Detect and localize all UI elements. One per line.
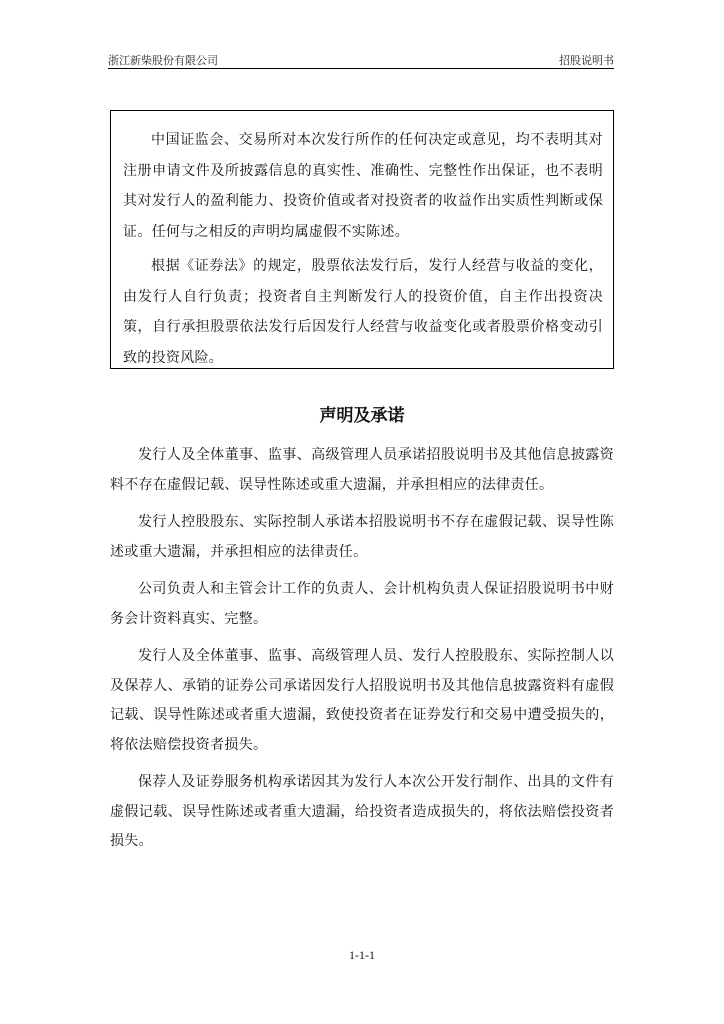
declaration-paragraph: 发行人及全体董事、监事、高级管理人员、发行人控股股东、实际控制人以及保荐人、承销的证券公司承诺因发行人招股说明书及其他信息披露资料有虚假记载、误导性陈述或者重大遗漏，致使投资者在证券发行和交易中遭受损失的，将依法赔偿投资者损失。 [110, 648, 614, 753]
declaration-paragraph: 公司负责人和主管会计工作的负责人、会计机构负责人保证招股说明书中财务会计资料真实、完整。 [110, 581, 614, 627]
notice-paragraph: 根据《证券法》的规定，股票依法发行后，发行人经营与收益的变化，由发行人自行负责；投资者自主判断发行人的投资价值，自主作出投资决策，自行承担股票依法发行后因发行人经营与收益变化或者股票价格变动引致的投资风险。 [123, 258, 603, 366]
header-document-type: 招股说明书 [559, 54, 614, 67]
page-number: 1-1-1 [349, 948, 375, 962]
page-header [108, 50, 614, 69]
declaration-body [110, 441, 614, 865]
declaration-paragraph: 发行人及全体董事、监事、高级管理人员承诺招股说明书及其他信息披露资料不存在虚假记载、误导性陈述或重大遗漏，并承担相应的法律责任。 [110, 447, 614, 493]
declaration-paragraph: 保荐人及证券服务机构承诺因其为发行人本次公开发行制作、出具的文件有虚假记载、误导性陈述或者重大遗漏，给投资者造成损失的，将依法赔偿投资者损失。 [110, 774, 614, 849]
regulatory-notice-box [110, 110, 614, 369]
header-company-name: 浙江新柴股份有限公司 [108, 54, 218, 67]
section-title: 声明及承诺 [319, 406, 405, 426]
notice-paragraph: 中国证监会、交易所对本次发行所作的任何决定或意见，均不表明其对注册申请文件及所披露信息的真实性、准确性、完整性作出保证，也不表明其对发行人的盈利能力、投资价值或者对投资者的收益作出实质性判断或保证。任何与之相反的声明均属虚假不实陈述。 [123, 132, 603, 240]
declaration-paragraph: 发行人控股股东、实际控制人承诺本招股说明书不存在虚假记载、误导性陈述或重大遗漏，并承担相应的法律责任。 [110, 514, 614, 560]
